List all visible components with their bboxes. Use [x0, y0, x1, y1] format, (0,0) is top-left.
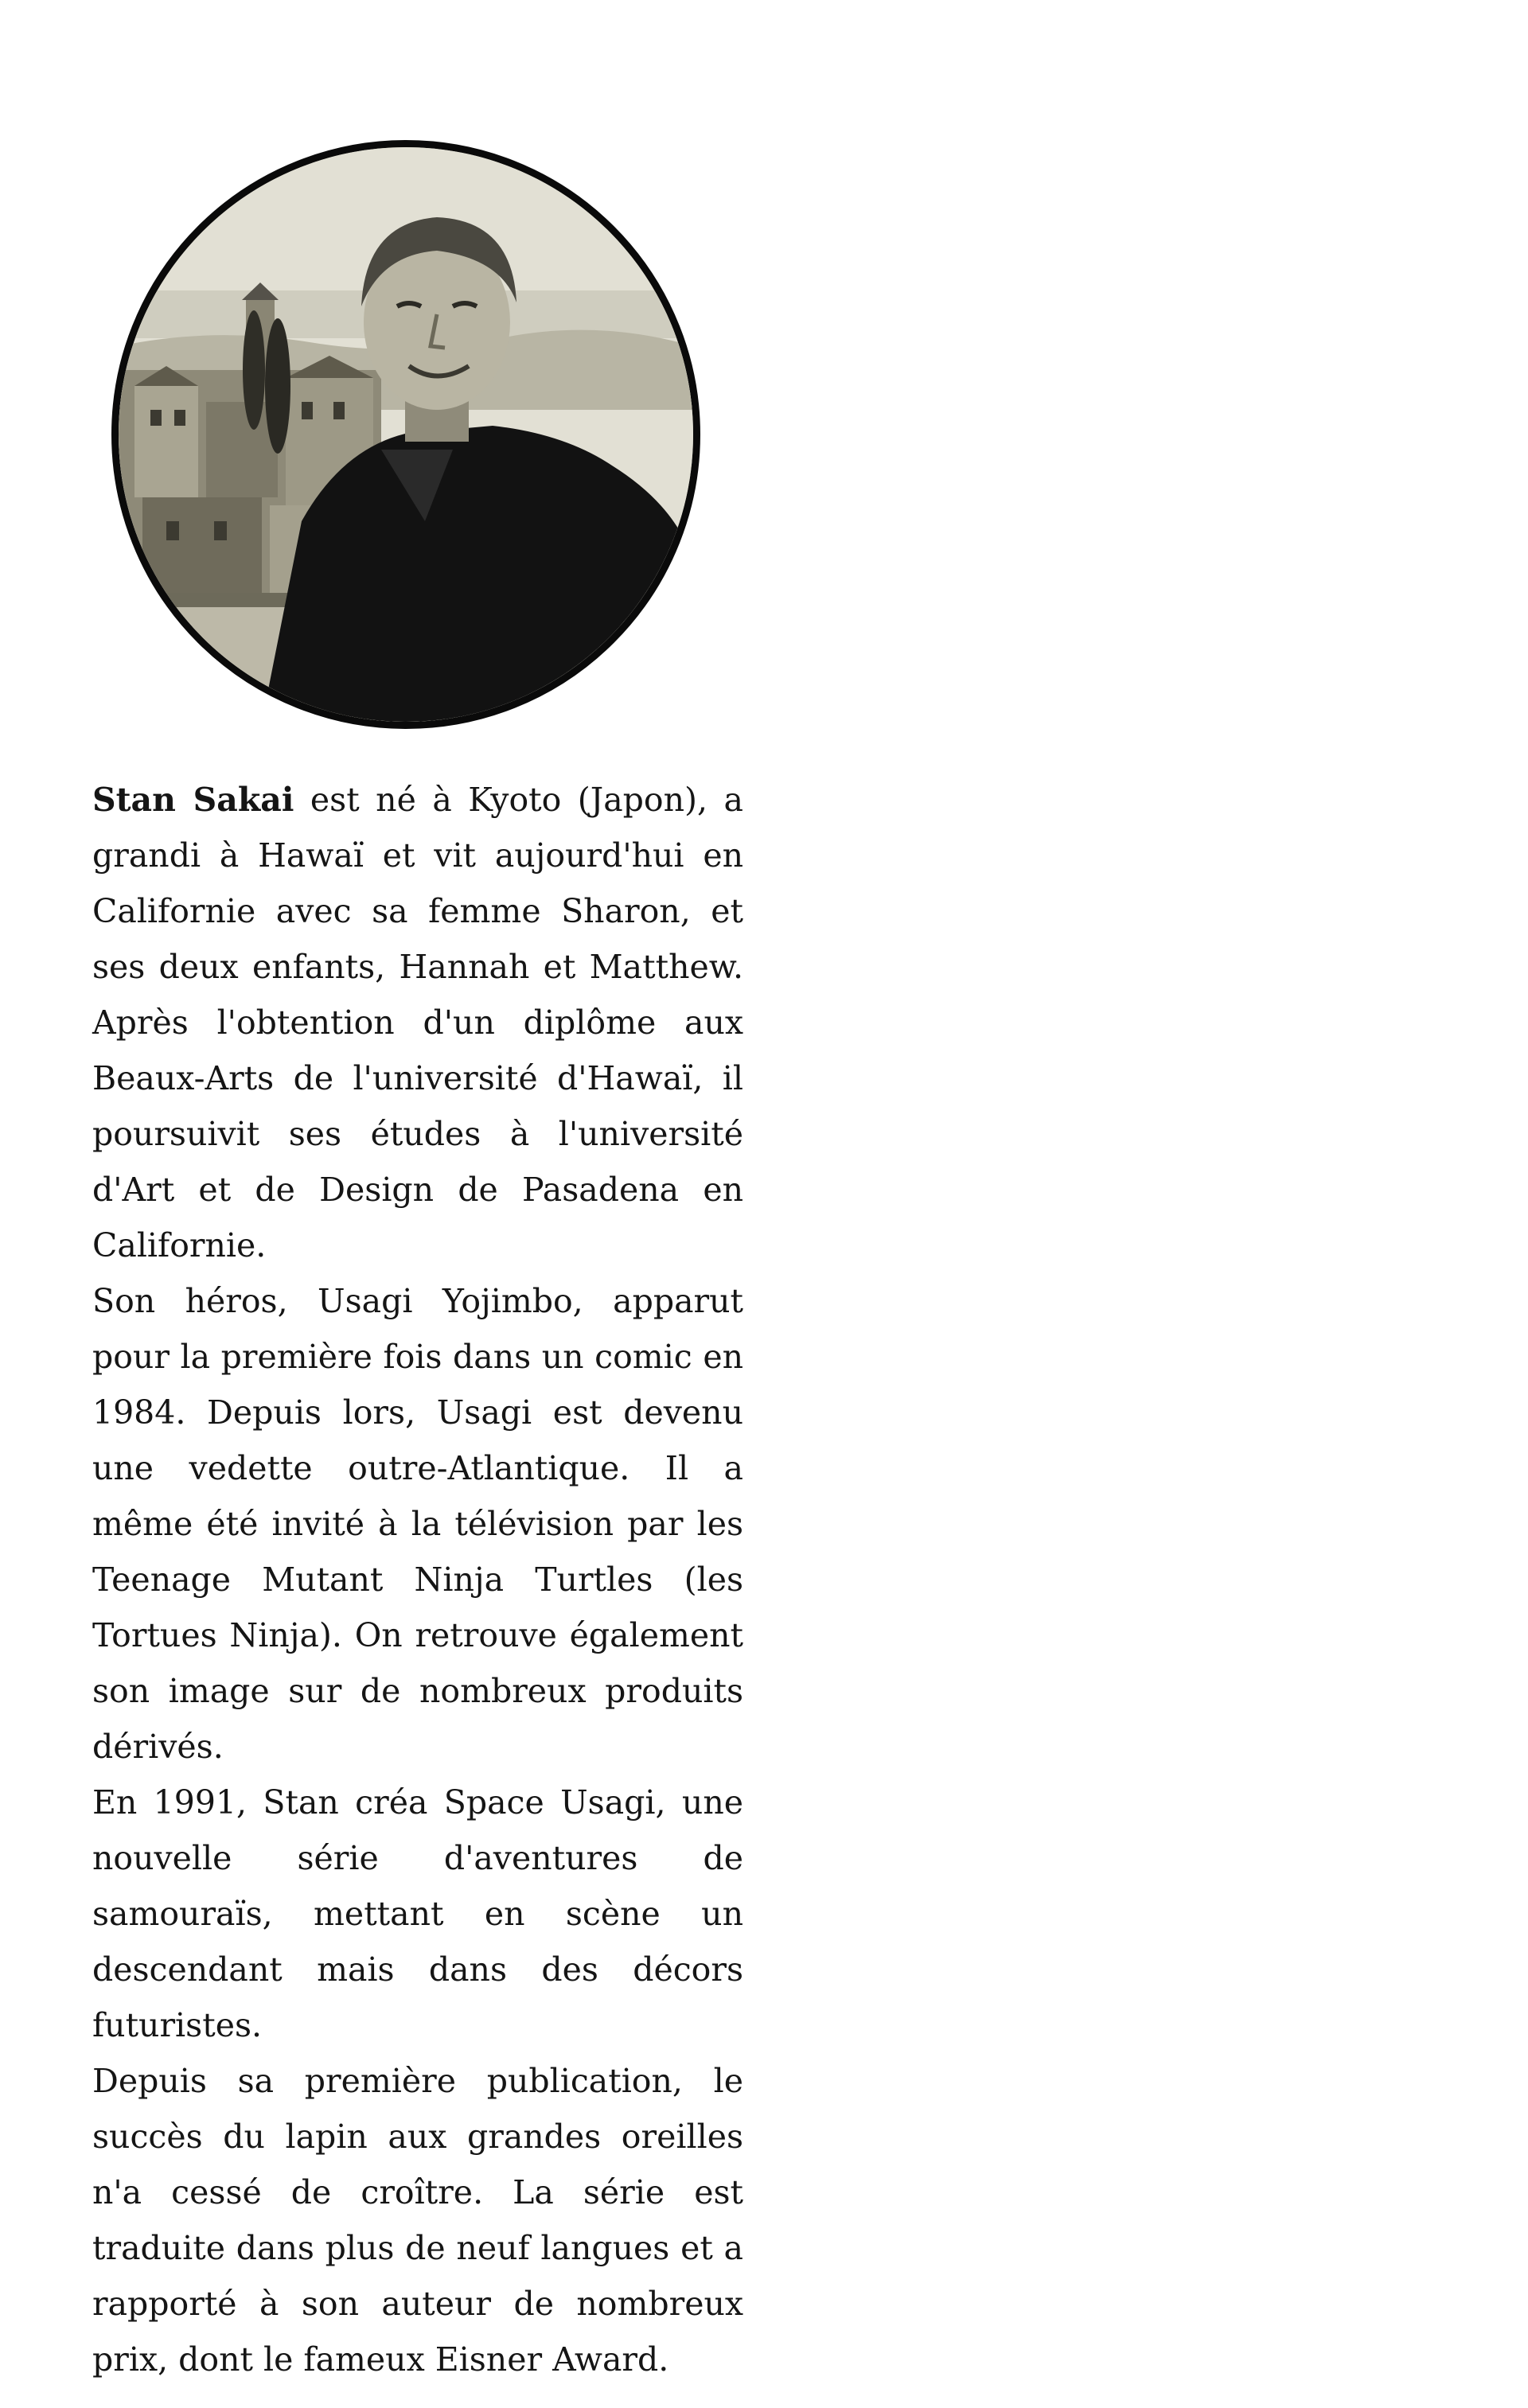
author-biography: [92, 772, 743, 2387]
bio-paragraph-1-text: est né à Kyoto (Japon), a grandi à Hawaï et vit aujourd'hui en Californie avec sa femme Sharon, et ses deux enfants, Hannah et Matthew. Après l'obtention d'un diplôme aux Beaux-Arts de l'université d'Hawaï, il poursuivit ses études à l'université d'Art et de Design de Pasadena en Californie.: [92, 781, 743, 1264]
bio-paragraph-2: Son héros, Usagi Yojimbo, apparut pour la première fois dans un comic en 1984. Depuis lors, Usagi est devenu une vedette outre-Atlantique. Il a même été invité à la télévision par les Teenage Mutant Ninja Turtles (les Tortues Ninja). On retrouve également son image sur de nombreux produits dérivés.: [92, 1282, 743, 1766]
author-name: Stan Sakai: [92, 781, 294, 819]
author-photo: [111, 140, 700, 729]
bio-paragraph-1: [92, 772, 743, 1273]
author-photo-image: [119, 147, 693, 722]
bio-paragraph-3: En 1991, Stan créa Space Usagi, une nouvelle série d'aventures de samouraïs, mettant en scène un descendant mais dans des décors futuristes.: [92, 1783, 743, 2044]
bio-paragraph-4: Depuis sa première publication, le succès du lapin aux grandes oreilles n'a cessé de croître. La série est traduite dans plus de neuf langues et a rapporté à son auteur de nombreux prix, dont le fameux Eisner Award.: [92, 2062, 743, 2379]
